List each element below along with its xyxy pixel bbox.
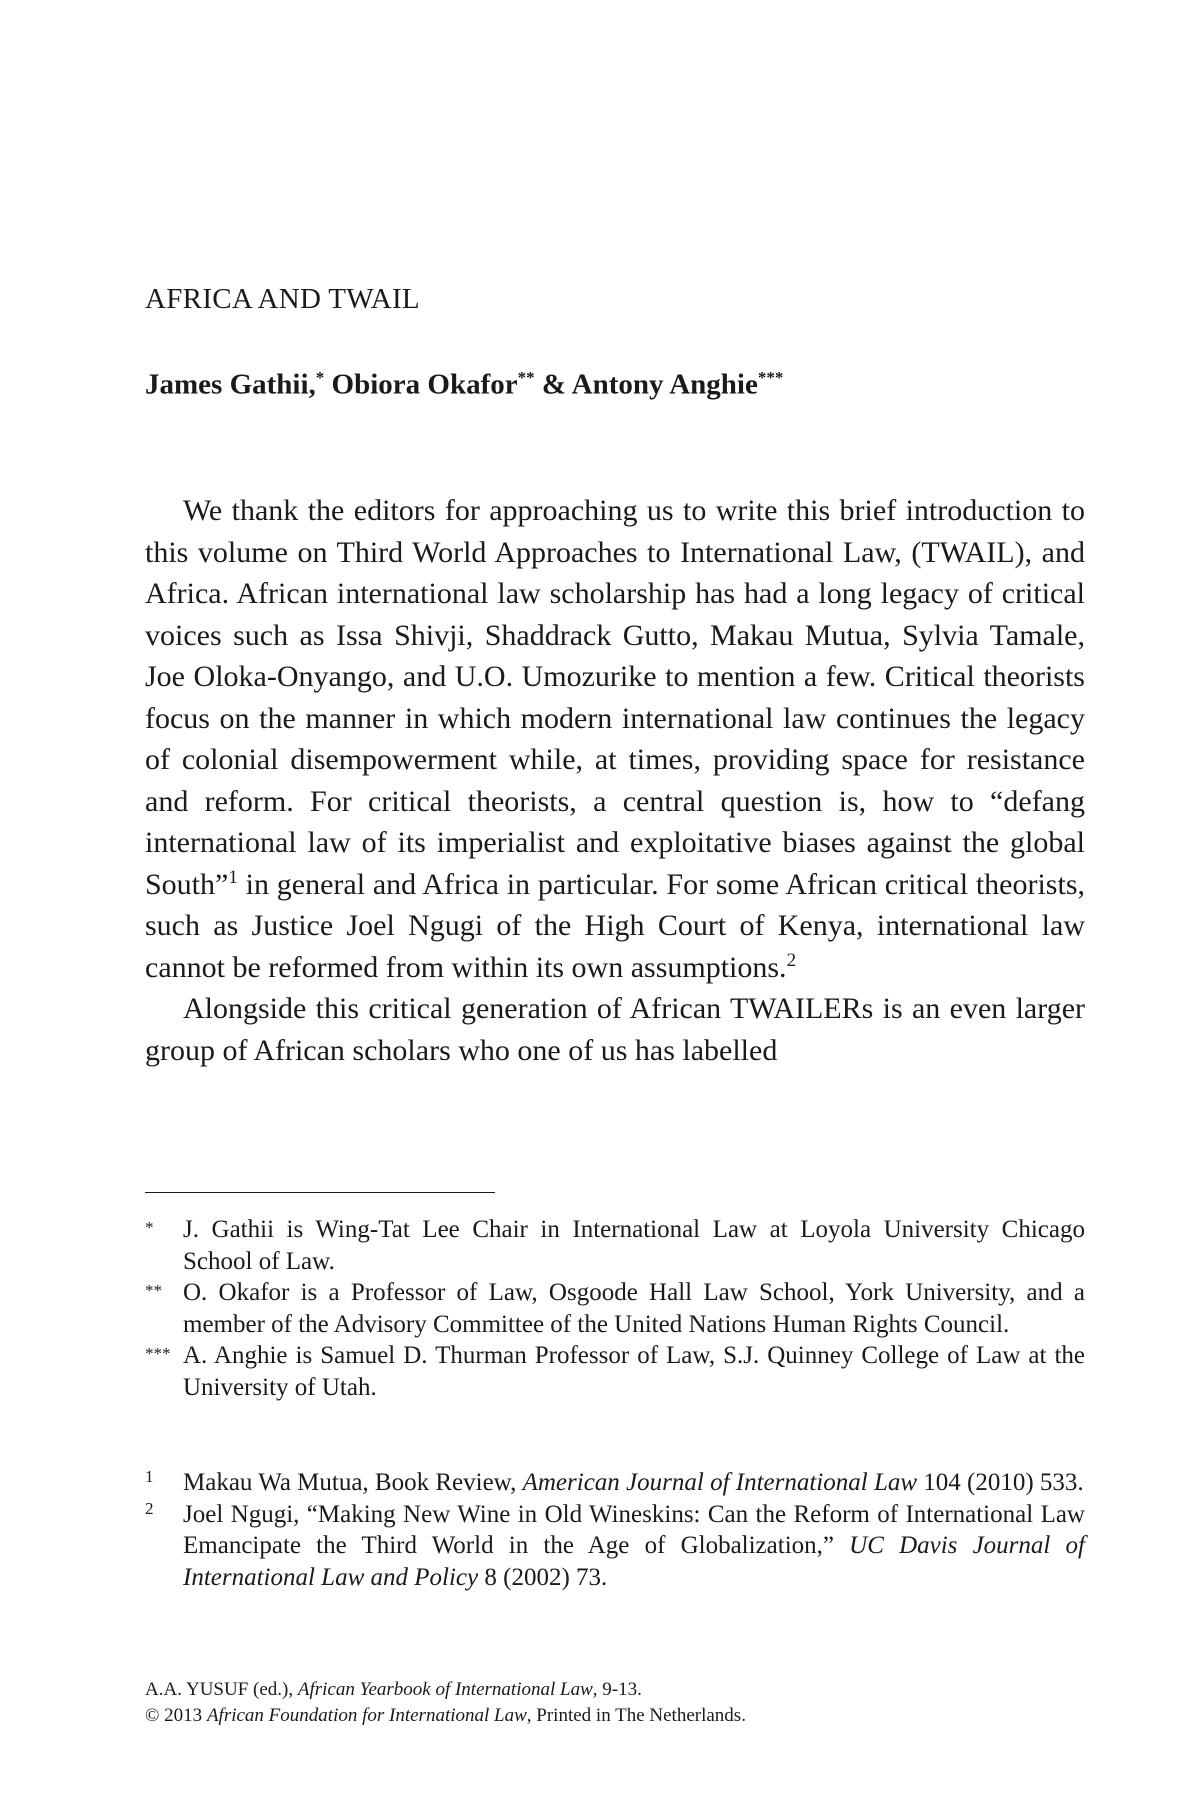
footnote-text: Makau Wa Mutua, Book Review, [183,1469,523,1496]
footnote [145,1499,1085,1594]
author-name: & Antony Anghie [534,368,758,401]
paragraph-text: We thank the editors for approaching us to write this brief introduction to this volume on Third World Approaches to International Law, (TWAIL), and Africa. African international law scholarship has had a long legacy of critical voices such as Issa Shivji, Shaddrack Gutto, Makau Mutua, Sylvia Tamale, Joe Oloka-Onyango, and U.O. Umozurike to mention a few. Critical theorists focus on the manner in which modern international law continues the legacy of colonial disempowerment while, at times, providing space for resistance and reform. For critical theorists, a central question is, how to “defang international law of its imperialist and exploitative biases against the global South” [145,494,1085,901]
footnote-mark: ** [145,1281,162,1300]
author-footnote-mark[interactable]: *** [757,368,784,387]
footnote-text: 8 (2002) 73. [478,1563,608,1591]
footnote-text: Joel Ngugi, “Making New Wine in Old Wineskins: Can the Reform of International Law Emancipate the Third World in the Age of Globalization,” [183,1500,1085,1559]
author-footnote-mark[interactable]: * [315,368,325,387]
footnote [145,1277,1085,1340]
article-title: AFRICA AND TWAIL [145,283,420,315]
reference-footnotes [145,1467,1085,1593]
footnote-mark: 1 [145,1467,154,1486]
footnote-journal: UC Davis Journal of International Law and Policy [183,1532,1085,1591]
copyright-line [145,1703,1085,1729]
publication-footer [145,1677,1085,1729]
footnote-text: 104 (2010) 533. [917,1469,1084,1496]
copyright-text: © 2013 [145,1705,207,1726]
body-text [145,490,1085,1071]
citation-pages: , 9-13. [592,1679,642,1700]
footnote-separator [145,1192,495,1193]
footnote-mark: 2 [145,1498,154,1518]
author-name: Obiora Okafor [324,368,518,401]
footnote-mark: *** [145,1344,171,1363]
footnote [145,1340,1085,1403]
author-footnotes [145,1214,1085,1403]
footnote [145,1467,1085,1499]
footnote [145,1214,1085,1277]
copyright-printed: , Printed in The Netherlands. [526,1705,746,1726]
author-name: James Gathii, [145,368,316,401]
body-paragraph [145,490,1085,988]
footnote-mark: * [145,1218,154,1237]
citation-line [145,1677,1085,1703]
footnote-journal: American Journal of International Law [522,1469,918,1496]
paragraph-text: in general and Africa in particular. For some African critical theorists, such as Justice Joel Ngugi of the High Court of Kenya, international law cannot be reformed from within its own assumptions. [145,867,1085,984]
author-footnote-mark[interactable]: ** [517,368,535,387]
citation-journal: African Yearbook of International Law [297,1679,593,1700]
author-line [145,368,783,402]
footnote-text: A. Anghie is Samuel D. Thurman Professor of Law, S.J. Quinney College of Law at the University of Utah. [183,1342,1085,1401]
citation-text: A.A. YUSUF (ed.), [145,1679,298,1700]
copyright-publisher: African Foundation for International Law [206,1705,527,1726]
body-paragraph: Alongside this critical generation of African TWAILERs is an even larger group of African scholars who one of us has labelled [145,992,1085,1067]
footnote-reference[interactable]: 1 [228,866,238,888]
footnote-reference[interactable]: 2 [786,949,797,971]
footnote-text: O. Okafor is a Professor of Law, Osgoode Hall Law School, York University, and a member of the Advisory Committee of the United Nations Human Rights Council. [183,1279,1085,1338]
footnote-text: J. Gathii is Wing-Tat Lee Chair in International Law at Loyola University Chicago School of Law. [183,1216,1085,1275]
